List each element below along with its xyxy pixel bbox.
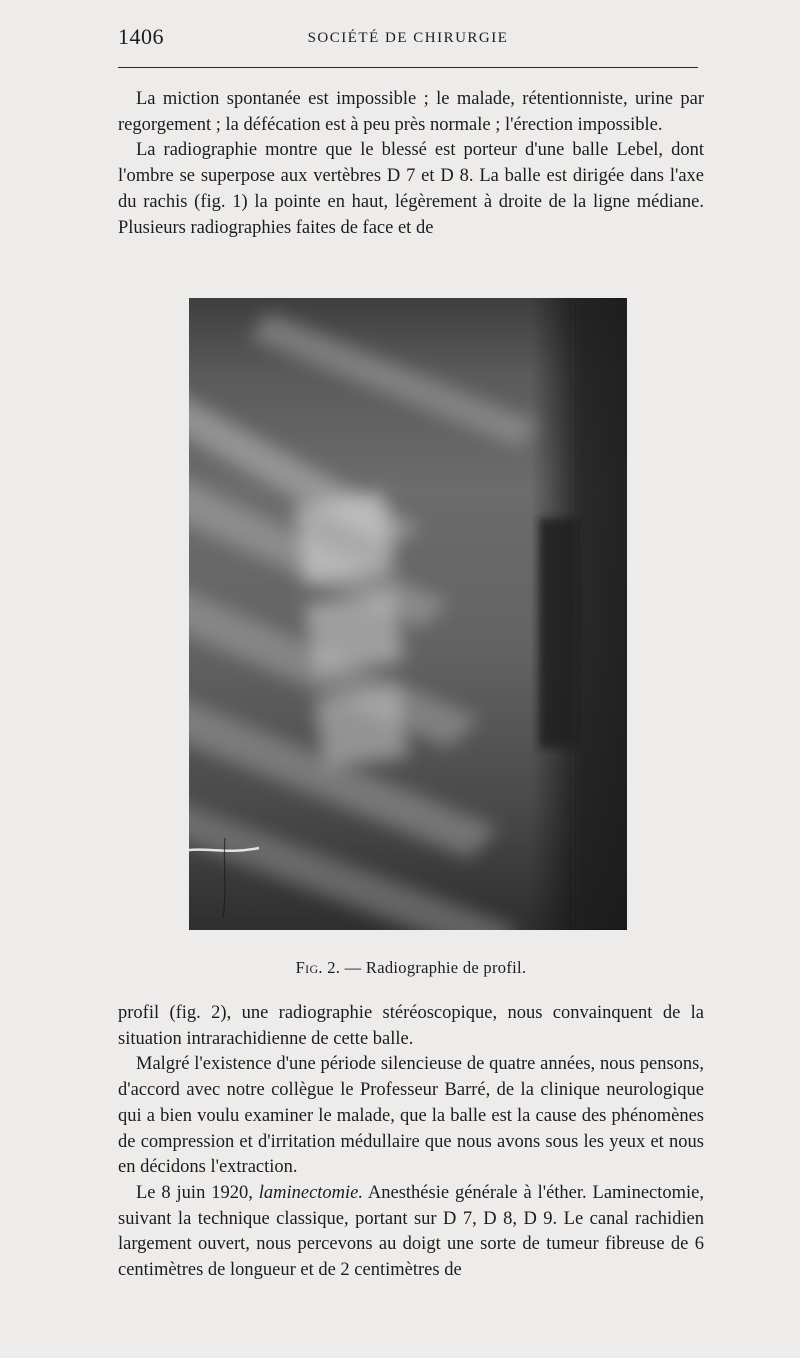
caption-dash: — <box>340 958 366 977</box>
caption-label: Fig. 2. <box>295 958 341 977</box>
header-rule <box>118 67 698 68</box>
paragraph-laminectomie <box>118 1181 704 1284</box>
paragraph-malgre: Malgré l'existence d'une période silencieuse de quatre années, nous pensons, d'accord avec notre collègue le Professeur Barré, de la clinique neurologique qui a bien voulu examiner le malade, que la balle est la cause des phénomènes de compression et d'irritation médullaire que nous avons sous les yeux et nous en décidons l'extraction. <box>118 1054 704 1178</box>
paragraph-miction: La miction spontanée est impossible ; le malade, rétentionniste, urine par regorgement ; la défécation est à peu près normale ; l'érection impossible. <box>118 89 704 135</box>
page-header <box>118 24 698 48</box>
body-text-top <box>118 87 704 241</box>
figure-caption <box>118 958 704 978</box>
running-title: SOCIÉTÉ DE CHIRURGIE <box>307 30 509 46</box>
body-text-bottom <box>118 1001 704 1284</box>
caption-text: Radiographie de profil. <box>365 958 527 977</box>
laminectomie-term: laminectomie. <box>258 1182 364 1203</box>
radiograph-image <box>189 298 627 930</box>
laminectomie-details: Anesthésie générale à l'éther. Laminectomie, suivant la technique classique, portant sur D 7, D 8, D 9. Le canal rachidien largement ouvert, nous percevons au doigt une sorte de tumeur fibreuse de 6 centimètres de longueur et de 2 centimètres de <box>118 1182 705 1281</box>
paragraph-radiographie: La radiographie montre que le blessé est porteur d'une balle Lebel, dont l'ombre se superpose aux vertèbres D 7 et D 8. La balle est dirigée dans l'axe du rachis (fig. 1) la pointe en haut, légèrement à droite de la ligne médiane. Plusieurs radiographies faites de face et de <box>118 140 704 238</box>
page-number: 1406 <box>118 24 164 49</box>
paragraph-profil: profil (fig. 2), une radiographie stéréoscopique, nous convainquent de la situation intrarachidienne de cette balle. <box>118 1003 704 1049</box>
radiograph-figure <box>189 298 627 930</box>
laminectomie-date: Le 8 juin 1920, <box>136 1182 259 1203</box>
